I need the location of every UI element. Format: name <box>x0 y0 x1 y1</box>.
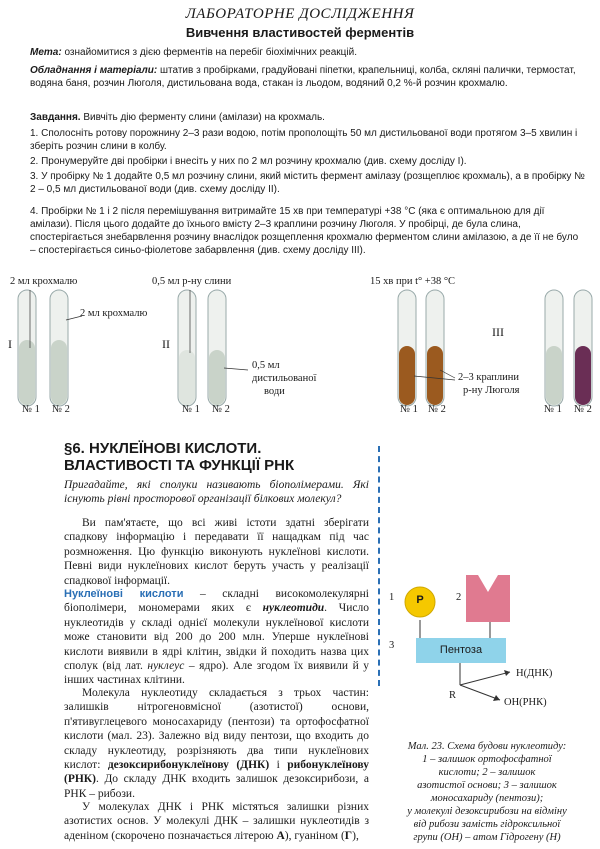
tube-1-setup-II <box>178 290 196 406</box>
p3-text-c: . До складу ДНК входить залишок дезоксирибози, а РНК – рибози. <box>64 773 369 800</box>
caption-line-8: групи (ОН) – атом Гідрогену (Н) <box>413 832 561 843</box>
roman-III: III <box>492 325 504 339</box>
setup-I-tube-2: № 2 <box>52 404 70 415</box>
diagram-num-3: 3 <box>389 640 395 651</box>
tube-2-setup-I <box>50 290 68 406</box>
recall-text: які сполуки називають біополімерами. Які існують рівні просторової організації білкових молекул? <box>64 479 369 506</box>
result-tube-2: № 2 <box>574 404 592 415</box>
tube-2-setup-III-lugol <box>426 290 444 406</box>
caption-line-6: у молекулі дезоксирибози на відміну <box>407 806 567 817</box>
tube-2-setup-II <box>208 290 226 406</box>
paragraph-4 <box>64 800 369 843</box>
keyword-nucleic-acids: Нуклеїнові кислоти <box>64 588 184 600</box>
lab-task <box>30 111 585 124</box>
tube-1-setup-I <box>18 290 36 406</box>
task-text: Вивчіть дію ферменту слини (амілази) на крохмаль. <box>80 112 325 123</box>
diagram-num-2: 2 <box>456 592 462 603</box>
latin-term: нуклеус <box>147 660 185 673</box>
setup-III-tube-1: № 1 <box>400 404 418 415</box>
caption-line-5: моносахариду (пентози); <box>430 793 544 804</box>
setup-II-tube-1: № 1 <box>182 404 200 415</box>
section-number: §6. <box>64 440 85 457</box>
label-time-temp: 15 хв при t° +38 °С <box>370 276 456 287</box>
setup-III-tube-2: № 2 <box>428 404 446 415</box>
label-saliva: 0,5 мл р-ну слини <box>152 276 232 287</box>
p3-text-a: Молекула нуклеотиду складається з трьох частин: залишків нітрогеновмісної (азотистої) основи, п'ятивуглецевого моносахариду (пентози) та ортофосфатної кислоти (мал. 23). Залежно від виду пентози, що входить до складу нуклеотиду, розрізняють два типи нуклеїнових кислот: <box>64 687 369 772</box>
section-title <box>64 440 304 474</box>
caption-line-1: Мал. 23. Схема будови нуклеотиду: <box>407 741 567 752</box>
base-shape <box>466 575 510 622</box>
p4-text-c: ), <box>352 829 359 842</box>
step-2: 2. Пронумеруйте дві пробірки і внесіть у них по 2 мл розчину крохмалю (див. схему досліду I). <box>30 156 467 167</box>
p2-text-b: . Число нуклеотидів у складі однієї молекули нуклеїнової кислоти може становити від 200 до 200 млн. Уперше нуклеїнові кислоти виявили в ядрі клітин, звідки й походить назва цих сполук (від лат. <box>64 602 369 673</box>
step-4: 4. Пробірки № 1 і 2 після перемішування витримайте 15 хв при температурі +38 °С (яка є оптимальною для дії амілази). Після цього додайте до їхнього вмісту 2–3 краплини розчину Люголя. У пробірці, де була слина, спостерігається знебарвлення розчину внаслідок розщеплення крохмалю ферментом слини амілазою, а де її не було – спостерігається синьо-фіолетове забарвлення (див. схему досліду III). <box>30 206 579 256</box>
caption-line-3: кислоти; 2 – залишок <box>438 767 536 778</box>
oh-rna-label: ОН(РНК) <box>504 697 547 708</box>
recall-paragraph <box>64 478 369 507</box>
setup-I-tube-1: № 1 <box>22 404 40 415</box>
label-lugol-1: 2–3 краплини <box>458 372 519 383</box>
tube-2-result <box>574 290 592 406</box>
label-lugol-2: р-ну Люголя <box>463 385 520 396</box>
label-starch: 2 мл крохмалю <box>10 276 78 287</box>
caption-line-7: від рибози замість гідроксильної <box>413 819 561 830</box>
term-dna: дезоксирибонуклеїнову (ДНК) <box>107 759 270 772</box>
p4-text-a: У молекулах ДНК і РНК містяться залишки різних азотистих основ. У молекулі ДНК – залишки нуклеотидів з аденіном (скорочено позначається літерою <box>64 801 369 842</box>
figure-caption <box>382 740 592 844</box>
result-tube-1: № 1 <box>544 404 562 415</box>
label-water-2: дистильованої <box>252 373 317 384</box>
h-dna-label: Н(ДНК) <box>516 668 553 679</box>
p4-text-b: ), гуаніном ( <box>284 829 345 842</box>
lab-title: ЛАБОРАТОРНЕ ДОСЛІДЖЕННЯ <box>185 6 415 22</box>
roman-II: II <box>162 337 170 351</box>
paragraph-1: Ви пам'ятаєте, що всі живі істоти здатні зберігати спадкову інформацію і передавати її нащадкам під час розмноження. Цю функцію виконують нуклеїнові кислоти. Певні види нуклеїнових кислот беруть участь у реалізації спадкової інформації. <box>64 517 369 587</box>
step-3: 3. У пробірку № 1 додайте 0,5 мл розчину слини, який містить фермент амілазу (розщеплює крохмаль), а в пробірку № 2 – 0,5 мл дистильованої води (див. схему досліду II). <box>30 171 585 195</box>
lab-goal <box>30 46 585 59</box>
caption-line-4: азотистої основи; 3 – залишок <box>417 780 557 791</box>
r-label: R <box>449 690 457 701</box>
setup-II-tube-2: № 2 <box>212 404 230 415</box>
keyword-nucleotides: нуклеотиди <box>262 602 325 615</box>
lab-equipment <box>30 64 585 90</box>
p2-text-a: – складні високомолекулярні біополімери, мономерами яких є <box>64 588 369 615</box>
label-water-1: 0,5 мл <box>252 360 280 371</box>
phosphate-label: Р <box>416 594 424 606</box>
task-label: Завдання. <box>30 112 81 123</box>
letter-a: А <box>276 829 285 842</box>
label-water-3: води <box>264 386 285 397</box>
recall-label: Пригадайте, <box>64 479 128 491</box>
roman-I: I <box>8 337 12 351</box>
equipment-label: Обладнання і матеріали: <box>30 65 158 76</box>
p2-text-c: – ядро). Але згодом їх виявили й у інших частинах клітини. <box>64 660 369 687</box>
goal-label: Мета: <box>30 47 62 58</box>
pentose-label: Пентоза <box>439 644 483 656</box>
goal-text: ознайомитися з дією ферментів на перебіг біохімічних реакцій. <box>61 47 357 58</box>
letter-g: Г <box>344 829 353 842</box>
paragraph-3 <box>64 686 369 801</box>
lab-subtitle: Вивчення властивостей ферментів <box>185 25 415 40</box>
diagram-num-1: 1 <box>389 592 395 603</box>
paragraph-2 <box>64 587 369 688</box>
p3-text-b: і <box>269 759 288 772</box>
step-1: 1. Сполосніть ротову порожнину 2–3 рази водою, потім прополощіть 50 мл дистильованої води протягом 3–5 хвилин і зберіть розчин слини в колбу. <box>30 128 578 152</box>
tube-1-setup-III-lugol <box>398 290 416 406</box>
section-title-text: НУКЛЕЇНОВІ КИСЛОТИ. ВЛАСТИВОСТІ ТА ФУНКЦІЇ РНК <box>64 440 295 474</box>
caption-line-2: 1 – залишок ортофосфатної <box>422 754 552 765</box>
equipment-text: штатив з пробірками, градуйовані піпетки, крапельниці, колба, скляні палички, термостат, водяна баня, розчин Люголя, дистильована вода, стакан із льодом, водяний 0,2 %-й розчин крохмалю. <box>30 65 576 89</box>
tube-1-result <box>545 290 563 406</box>
term-rna: рибонуклеїнову (РНК) <box>64 759 369 786</box>
label-starch-2: 2 мл крохмалю <box>80 308 148 319</box>
